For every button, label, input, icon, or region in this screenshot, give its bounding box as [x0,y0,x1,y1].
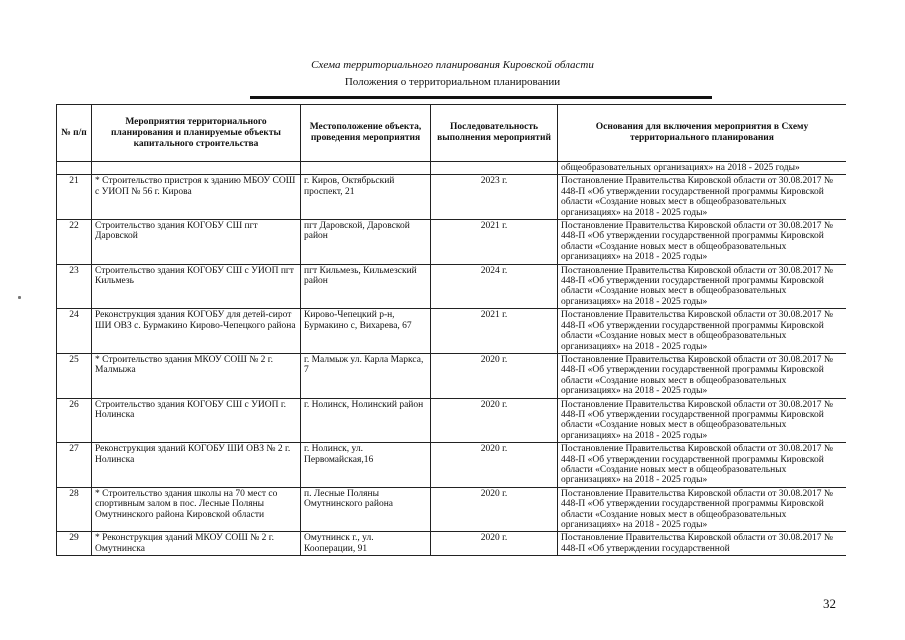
table-row [57,532,847,556]
row-event: Строительство здания КОГОБУ СШ пгт Даровской [92,220,301,265]
row-event: Строительство здания КОГОБУ СШ с УИОП пгт Кильмезь [92,264,301,309]
table-row [57,309,847,354]
table-row [57,264,847,309]
row-location: пгт Даровской, Даровской район [301,220,431,265]
page-number: 32 [823,596,836,611]
row-basis: Постановление Правительства Кировской области от 30.08.2017 № 448-П «Об утверждении государственной программы Кировской области «Создание новых мест в общеобразовательных организациях» на 2018 - 2025 годы» [558,398,847,443]
row-location: пгт Кильмезь, Кильмезский район [301,264,431,309]
row-event: Реконструкция зданий КОГОБУ ШИ ОВЗ № 2 г. Нолинска [92,443,301,488]
table-row [57,353,847,398]
row-number: 28 [57,487,92,532]
row-basis: Постановление Правительства Кировской области от 30.08.2017 № 448-П «Об утверждении государственной программы Кировской области «Создание новых мест в общеобразовательных организациях» на 2018 - 2025 годы» [558,175,847,220]
column-header-number: № п/п [57,105,92,162]
table-row-carry-over [57,162,847,175]
row-basis: Постановление Правительства Кировской области от 30.08.2017 № 448-П «Об утверждении государственной программы Кировской области «Создание новых мест в общеобразовательных организациях» на 2018 - 2025 годы» [558,309,847,354]
row-basis: Постановление Правительства Кировской области от 30.08.2017 № 448-П «Об утверждении государственной программы Кировской области «Создание новых мест в общеобразовательных организациях» на 2018 - 2025 годы» [558,353,847,398]
row-sequence: 2020 г. [431,532,558,556]
row-location: г. Нолинск, ул. Первомайская,16 [301,443,431,488]
document-subtitle: Положения о территориальном планировании [344,76,561,88]
column-header-event: Мероприятия территориального планирования и планируемые объекты капитального строительства [92,105,301,162]
row-event: * Строительство здания школы на 70 мест со спортивным залом в пос. Лесные Поляны Омутнинского района Кировской области [92,487,301,532]
document-title: Схема территориального планирования Кировской области [311,59,594,71]
planning-table [56,104,846,556]
row-number: 25 [57,353,92,398]
row-sequence: 2020 г. [431,353,558,398]
row-number: 23 [57,264,92,309]
carry-over-basis: общеобразовательных организациях» на 2018 - 2025 годы» [558,162,847,175]
row-location: г. Малмыж ул. Карла Маркса, 7 [301,353,431,398]
row-basis: Постановление Правительства Кировской области от 30.08.2017 № 448-П «Об утверждении государственной программы Кировской области «Создание новых мест в общеобразовательных организациях» на 2018 - 2025 годы» [558,487,847,532]
row-event: * Реконструкция зданий МКОУ СОШ № 2 г. Омутнинска [92,532,301,556]
table-row [57,487,847,532]
row-basis: Постановление Правительства Кировской области от 30.08.2017 № 448-П «Об утверждении государственной программы Кировской области «Создание новых мест в общеобразовательных организациях» на 2018 - 2025 годы» [558,264,847,309]
row-location: п. Лесные Поляны Омутнинского района [301,487,431,532]
table-header-row [57,105,847,162]
column-header-sequence: Последовательность выполнения мероприятий [431,105,558,162]
row-sequence: 2023 г. [431,175,558,220]
row-number: 21 [57,175,92,220]
row-sequence: 2024 г. [431,264,558,309]
table-row [57,443,847,488]
row-sequence: 2021 г. [431,220,558,265]
row-number: 27 [57,443,92,488]
row-location: г. Нолинск, Нолинский район [301,398,431,443]
row-event: * Строительство пристроя к зданию МБОУ СОШ с УИОП № 56 г. Кирова [92,175,301,220]
table-row [57,220,847,265]
row-sequence: 2020 г. [431,443,558,488]
cell-empty [57,162,92,175]
column-header-location: Местоположение объекта, проведения мероприятия [301,105,431,162]
planning-table-container [56,104,846,592]
row-number: 22 [57,220,92,265]
cell-empty [92,162,301,175]
table-row [57,175,847,220]
row-number: 24 [57,309,92,354]
scan-speck [18,296,21,299]
row-event: Реконструкция здания КОГОБУ для детей-сирот ШИ ОВЗ с. Бурмакино Кирово-Чепецкого района [92,309,301,354]
row-event: * Строительство здания МКОУ СОШ № 2 г. Малмыжа [92,353,301,398]
table-row [57,398,847,443]
row-location: г. Киров, Октябрьский проспект, 21 [301,175,431,220]
row-basis: Постановление Правительства Кировской области от 30.08.2017 № 448-П «Об утверждении государственной программы Кировской области «Создание новых мест в общеобразовательных организациях» на 2018 - 2025 годы» [558,443,847,488]
header-rule [250,96,712,99]
row-basis: Постановление Правительства Кировской области от 30.08.2017 № 448-П «Об утверждении государственной [558,532,847,556]
cell-empty [301,162,431,175]
row-sequence: 2021 г. [431,309,558,354]
row-number: 29 [57,532,92,556]
row-sequence: 2020 г. [431,398,558,443]
row-sequence: 2020 г. [431,487,558,532]
row-location: Кирово-Чепецкий р-н, Бурмакино с, Вихарева, 67 [301,309,431,354]
row-number: 26 [57,398,92,443]
row-location: Омутнинск г., ул. Кооперации, 91 [301,532,431,556]
row-basis: Постановление Правительства Кировской области от 30.08.2017 № 448-П «Об утверждении государственной программы Кировской области «Создание новых мест в общеобразовательных организациях» на 2018 - 2025 годы» [558,220,847,265]
cell-empty [431,162,558,175]
column-header-basis: Основания для включения мероприятия в Схему территориального планирования [558,105,847,162]
row-event: Строительство здания КОГОБУ СШ с УИОП г. Нолинска [92,398,301,443]
